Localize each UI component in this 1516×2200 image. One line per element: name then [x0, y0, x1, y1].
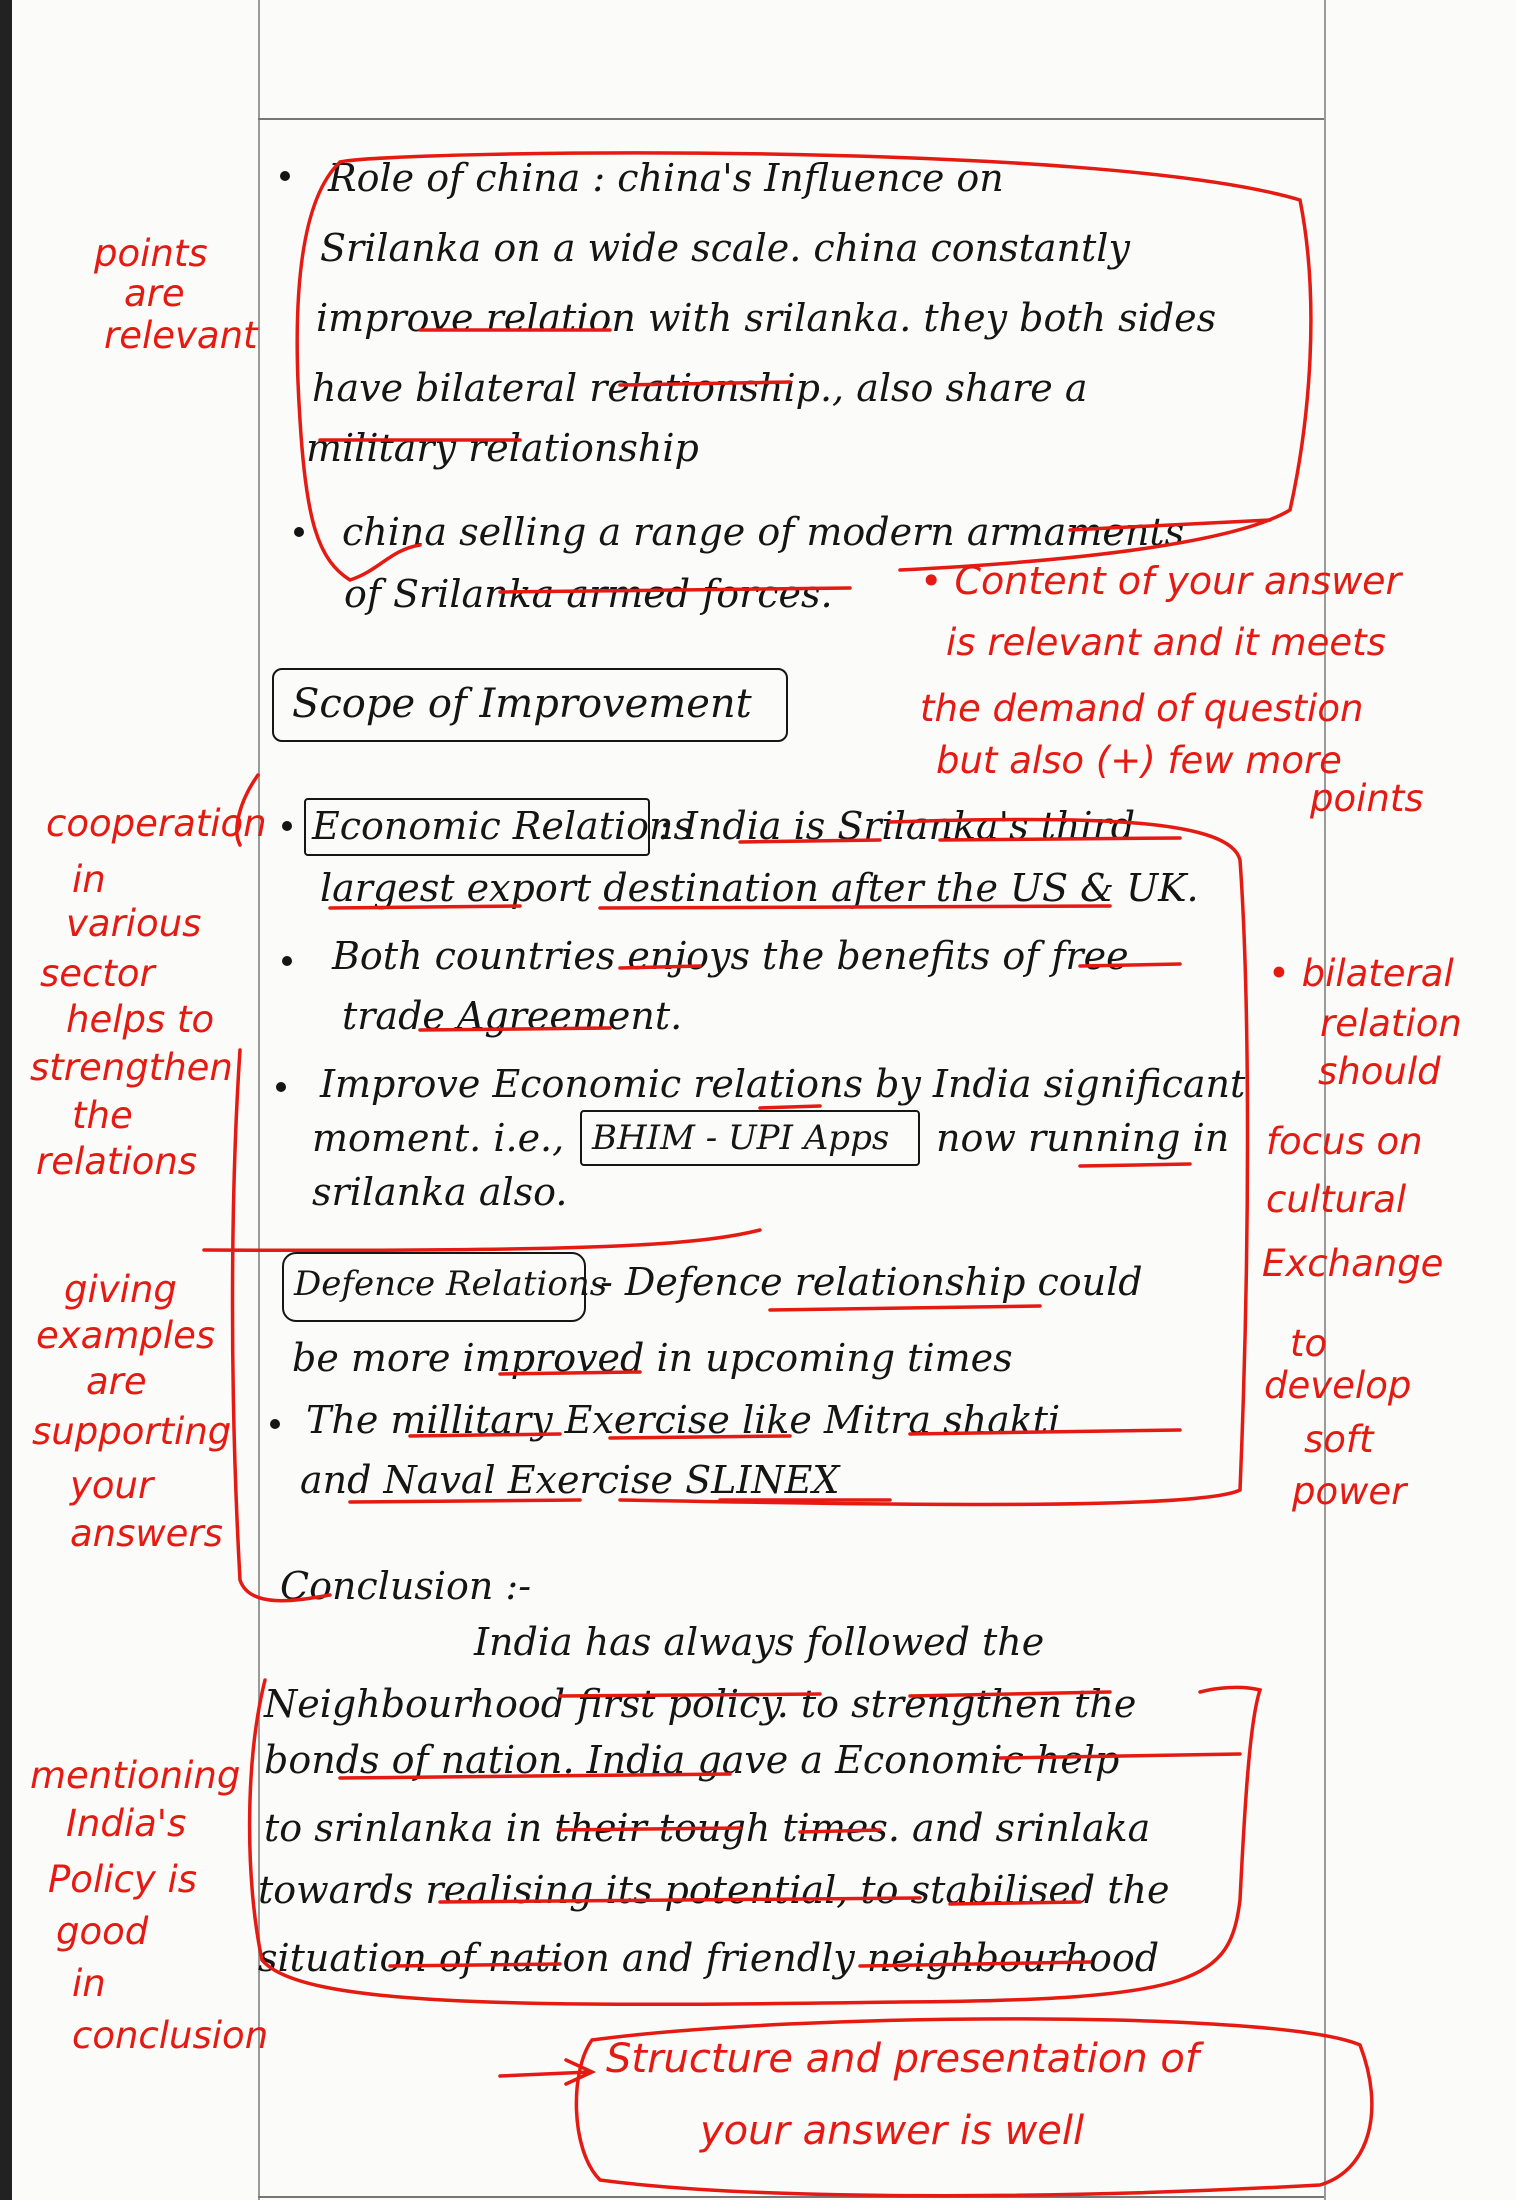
bullet	[282, 821, 292, 831]
subheading: Economic Relations	[312, 804, 693, 848]
remark-line: focus on	[1266, 1120, 1423, 1163]
remark-line: conclusion	[72, 2014, 269, 2057]
answer-line: Both countries enjoys the benefits of free	[332, 934, 1129, 978]
remark-line: relevant	[104, 314, 258, 357]
answer-line: : India is Srilanka's third	[658, 804, 1136, 848]
remark-line: relations	[36, 1140, 198, 1183]
remark-line: helps to	[66, 998, 215, 1041]
section-heading: Scope of Improvement	[292, 681, 752, 727]
conclusion-heading: Conclusion :-	[280, 1564, 532, 1608]
remark-line: is relevant and it meets	[946, 621, 1386, 664]
remark-line: in	[72, 1962, 106, 2005]
remark-line: power	[1292, 1470, 1407, 1513]
remark-line: cooperation	[46, 802, 267, 845]
remark-line: sector	[40, 952, 155, 995]
answer-line: towards realising its potential, to stabilised the	[258, 1868, 1170, 1912]
remark-line: soft	[1304, 1418, 1374, 1461]
remark-line: the demand of question	[920, 687, 1364, 730]
arrow-examples	[204, 1230, 760, 1250]
bullet	[282, 956, 292, 966]
bullet	[270, 1419, 280, 1429]
answer-line: largest export destination after the US & UK.	[320, 866, 1199, 910]
remark-line: your	[70, 1464, 154, 1507]
remark-line: should	[1318, 1050, 1441, 1093]
remark-line: Exchange	[1262, 1242, 1444, 1285]
answer-line: situation of nation and friendly neighbourhood	[258, 1936, 1160, 1980]
remark-line: India's	[66, 1802, 187, 1845]
answer-line: srilanka also.	[312, 1170, 568, 1214]
remark-line: Policy is	[48, 1858, 198, 1901]
answer-line: have bilateral relationship., also share a	[312, 366, 1088, 410]
answer-line: of Srilanka armed forces.	[344, 572, 833, 616]
answer-line: The millitary Exercise like Mitra shakti	[306, 1398, 1061, 1442]
answer-line: Srilanka on a wide scale. china constantly	[320, 226, 1130, 270]
answer-line: India has always followed the	[474, 1620, 1045, 1664]
remark-line: to	[1290, 1322, 1328, 1365]
remark-line: good	[56, 1910, 149, 1953]
remark-line: points	[94, 232, 208, 275]
remark-line: examples	[36, 1314, 216, 1357]
remark-line: points	[1310, 777, 1424, 820]
bottom-rule	[258, 2196, 1324, 2198]
answer-line: Role of china : china's Influence on	[328, 156, 1004, 200]
answer-line: and Naval Exercise SLINEX	[300, 1458, 840, 1502]
bullet	[276, 1082, 286, 1092]
remark-line: relation	[1320, 1002, 1462, 1045]
remark-line: mentioning	[30, 1754, 241, 1797]
remark-line: giving	[64, 1268, 177, 1311]
answer-line: Improve Economic relations by India significant	[320, 1062, 1246, 1106]
remark-line: in	[72, 858, 106, 901]
remark-line: strengthen	[30, 1046, 233, 1089]
answer-line: bonds of nation. India gave a Economic help	[264, 1738, 1120, 1782]
remark-line: cultural	[1266, 1178, 1407, 1221]
remark-line: • bilateral	[1268, 952, 1454, 995]
answer-line: moment. i.e.,	[312, 1116, 565, 1160]
answer-line: military relationship	[306, 426, 699, 470]
remark-line: various	[66, 902, 202, 945]
remark-structure: Structure and presentation of	[606, 2036, 1199, 2082]
remark-line: develop	[1264, 1364, 1412, 1407]
bullet	[294, 527, 304, 537]
top-rule	[258, 118, 1324, 120]
scan-edge	[0, 0, 12, 2200]
remark-line: are	[86, 1360, 147, 1403]
answer-keyword: BHIM - UPI Apps	[592, 1118, 890, 1158]
answer-line: now running in	[936, 1116, 1230, 1160]
answer-line: to srinlanka in their tough times. and srinlaka	[264, 1806, 1151, 1850]
arrow-structure	[500, 2060, 592, 2084]
subheading: Defence Relations	[294, 1264, 608, 1304]
bullet	[280, 171, 290, 181]
answer-line: be more improved in upcoming times	[292, 1336, 1013, 1380]
answer-line: trade Agreement.	[342, 994, 683, 1038]
right-margin-line	[1324, 0, 1326, 2200]
remark-line: answers	[70, 1512, 223, 1555]
remark-line: supporting	[32, 1410, 232, 1453]
remark-structure: your answer is well	[700, 2108, 1085, 2154]
remark-line: are	[124, 272, 185, 315]
answer-line: Neighbourhood first policy. to strengthen the	[264, 1682, 1137, 1726]
answer-line: improve relation with srilanka. they both sides	[316, 296, 1217, 340]
answer-line: china selling a range of modern armaments	[342, 510, 1185, 554]
answer-line: - Defence relationship could	[600, 1260, 1143, 1304]
remark-line: • Content of your answer	[920, 559, 1402, 603]
remark-line: but also (+) few more	[936, 739, 1342, 782]
remark-line: the	[72, 1094, 133, 1137]
